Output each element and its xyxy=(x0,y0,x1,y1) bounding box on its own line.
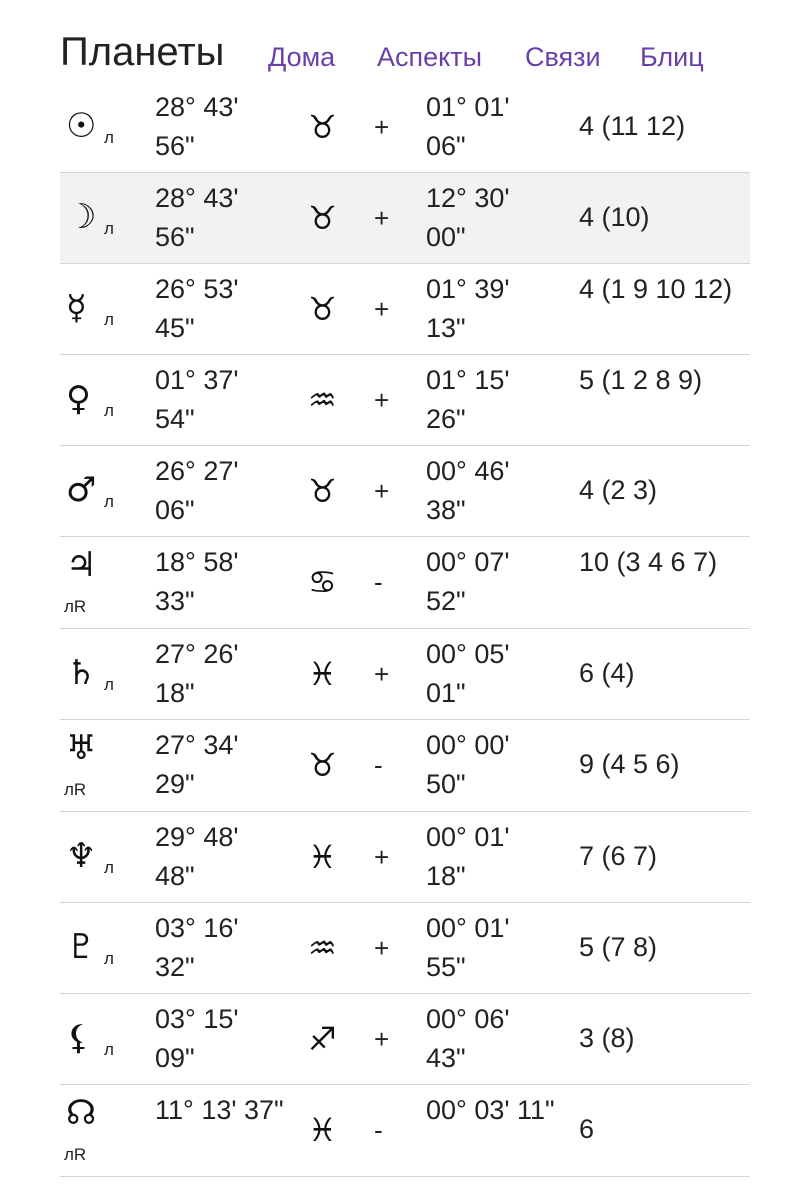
dignity-mark: - xyxy=(374,1115,383,1145)
pluto-icon: ♇ xyxy=(66,927,97,967)
tab-links[interactable]: Связи xyxy=(525,42,601,72)
dignity-mark: + xyxy=(374,842,390,872)
mars-icon: ♂ xyxy=(66,470,97,510)
table-row[interactable] xyxy=(60,812,750,903)
sagittarius-icon: ♐ xyxy=(308,1020,337,1058)
table-row[interactable] xyxy=(60,903,750,994)
orb-value: 00° 00' 50" xyxy=(426,730,510,799)
house-links: 6 (4) xyxy=(579,658,635,688)
house-links: 5 (7 8) xyxy=(579,932,658,962)
orb-value: 00° 06' 43" xyxy=(426,1004,510,1073)
planet-degree: 29° 48' 48" xyxy=(155,822,239,891)
moon-icon: ☽ xyxy=(66,197,97,237)
planet-motion-label: л xyxy=(104,858,114,877)
planet-degree: 26° 53' 45" xyxy=(155,274,239,343)
house-links: 4 (2 3) xyxy=(579,475,658,505)
planet-motion-label: лR xyxy=(64,1145,87,1164)
header xyxy=(0,0,801,82)
planet-motion-label: лR xyxy=(64,597,87,616)
dignity-mark: + xyxy=(374,385,390,415)
orb-value: 01° 01' 06" xyxy=(426,92,510,161)
taurus-icon: ♉ xyxy=(308,108,337,146)
planet-degree: 27° 34' 29" xyxy=(155,730,239,799)
dignity-mark: + xyxy=(374,294,390,324)
table-row[interactable] xyxy=(60,446,750,537)
house-links: 4 (10) xyxy=(579,202,650,232)
orb-value: 01° 39' 13" xyxy=(426,274,510,343)
dignity-mark: + xyxy=(374,659,390,689)
planet-degree: 03° 15' 09" xyxy=(155,1004,239,1073)
table-row[interactable] xyxy=(60,1085,750,1177)
table-row[interactable] xyxy=(60,264,750,355)
dignity-mark: - xyxy=(374,567,383,597)
planet-motion-label: л xyxy=(104,219,114,238)
dignity-mark: + xyxy=(374,933,390,963)
house-links: 9 (4 5 6) xyxy=(579,749,680,779)
planet-motion-label: л xyxy=(104,492,114,511)
tab-houses[interactable]: Дома xyxy=(268,42,336,72)
dignity-mark: + xyxy=(374,203,390,233)
planet-degree: 26° 27' 06" xyxy=(155,456,239,525)
table-row[interactable] xyxy=(60,82,750,173)
orb-value: 00° 05' 01" xyxy=(426,639,510,708)
taurus-icon: ♉ xyxy=(308,290,337,328)
house-links: 4 (1 9 10 12) xyxy=(579,274,733,304)
planet-motion-label: л xyxy=(104,128,114,147)
neptune-icon: ♆ xyxy=(66,836,97,876)
planet-degree: 28° 43' 56" xyxy=(155,92,239,161)
dignity-mark: + xyxy=(374,112,390,142)
uranus-icon: ♅ xyxy=(66,728,97,768)
orb-value: 00° 01' 18" xyxy=(426,822,510,891)
page-title: Планеты xyxy=(60,30,225,74)
pisces-icon: ♓ xyxy=(308,1111,337,1149)
house-links: 6 xyxy=(579,1114,595,1144)
lilith-icon: ⚸ xyxy=(66,1018,91,1058)
orb-value: 12° 30' 00" xyxy=(426,183,510,252)
orb-value: 00° 03' 11" xyxy=(426,1095,555,1125)
house-links: 10 (3 4 6 7) xyxy=(579,547,718,577)
taurus-icon: ♉ xyxy=(308,746,337,784)
planet-motion-label: лR xyxy=(64,780,87,799)
aquarius-icon: ♒ xyxy=(308,381,337,419)
sun-icon: ☉ xyxy=(66,106,97,146)
cancer-icon: ♋ xyxy=(308,563,337,601)
planet-motion-label: л xyxy=(104,1040,114,1059)
planet-degree: 27° 26' 18" xyxy=(155,639,239,708)
house-links: 5 (1 2 8 9) xyxy=(579,365,703,395)
tab-blitz[interactable]: Блиц xyxy=(640,42,704,72)
planet-motion-label: л xyxy=(104,310,114,329)
table-row[interactable] xyxy=(60,537,750,629)
table-row[interactable] xyxy=(60,629,750,720)
orb-value: 00° 07' 52" xyxy=(426,547,510,616)
planet-degree: 01° 37' 54" xyxy=(155,365,239,434)
dignity-mark: + xyxy=(374,476,390,506)
planet-motion-label: л xyxy=(104,949,114,968)
planet-motion-label: л xyxy=(104,675,114,694)
taurus-icon: ♉ xyxy=(308,472,337,510)
orb-value: 00° 46' 38" xyxy=(426,456,510,525)
jupiter-icon: ♃ xyxy=(66,545,97,585)
saturn-icon: ♄ xyxy=(66,653,97,693)
table-row[interactable] xyxy=(60,355,750,446)
table-row[interactable] xyxy=(60,994,750,1085)
orb-value: 01° 15' 26" xyxy=(426,365,510,434)
table-row[interactable] xyxy=(60,173,750,264)
house-links: 7 (6 7) xyxy=(579,841,658,871)
planet-degree: 03° 16' 32" xyxy=(155,913,239,982)
planet-degree: 28° 43' 56" xyxy=(155,183,239,252)
planet-degree: 18° 58' 33" xyxy=(155,547,239,616)
planets-table xyxy=(60,82,750,1177)
taurus-icon: ♉ xyxy=(308,199,337,237)
dignity-mark: - xyxy=(374,750,383,780)
dignity-mark: + xyxy=(374,1024,390,1054)
tab-aspects[interactable]: Аспекты xyxy=(377,42,483,72)
planet-degree: 11° 13' 37" xyxy=(155,1095,284,1125)
house-links: 4 (11 12) xyxy=(579,111,686,141)
venus-icon: ♀ xyxy=(66,379,91,419)
pisces-icon: ♓ xyxy=(308,838,337,876)
aquarius-icon: ♒ xyxy=(308,929,337,967)
pisces-icon: ♓ xyxy=(308,655,337,693)
table-row[interactable] xyxy=(60,720,750,812)
planet-motion-label: л xyxy=(104,401,114,420)
north-node-icon: ☊ xyxy=(66,1093,97,1133)
orb-value: 00° 01' 55" xyxy=(426,913,510,982)
house-links: 3 (8) xyxy=(579,1023,635,1053)
mercury-icon: ☿ xyxy=(66,288,87,328)
